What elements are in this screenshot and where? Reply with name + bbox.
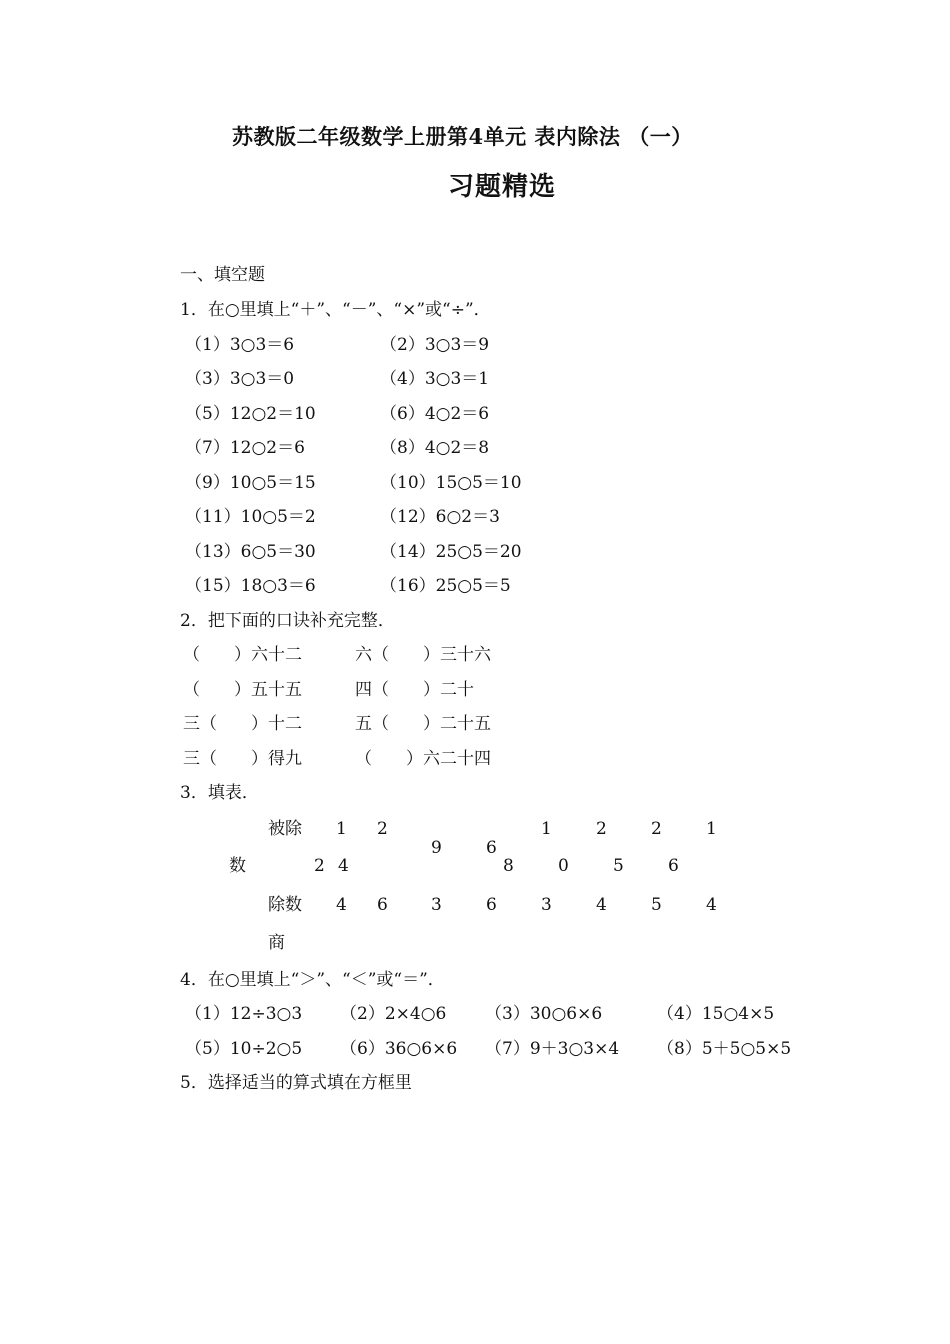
q2-item: 六（ ）三十六 [355,645,491,665]
table-cell: 1 [336,819,347,839]
q2-item: 四（ ）二十 [355,680,474,700]
q1-item: （5）12○2＝10 [185,404,316,424]
q2-item: 五（ ）二十五 [355,714,491,734]
table-cell: 5 [651,895,662,915]
question-1-prompt: 1．在○里填上“＋”、“－”、“×”或“÷”． [180,300,491,320]
q1-item: （12）6○2＝3 [380,507,500,527]
q2-item: （ ）六二十四 [355,749,491,769]
q4-item: （8）5＋5○5×5 [657,1039,792,1059]
table-cell: 2 [596,819,607,839]
q4-item: （4）15○4×5 [657,1004,775,1024]
row-label-dividend: 被除 [268,819,302,839]
q2-item: 三（ ）十二 [183,714,302,734]
table-cell: 6 [668,856,679,876]
table-cell: 2 [314,856,325,876]
question-5-prompt: 5．选择适当的算式填在方框里 [180,1073,412,1093]
q2-item: （ ）五十五 [183,680,302,700]
q4-item: （3）30○6×6 [485,1004,603,1024]
table-cell: 4 [338,856,349,876]
table-cell: 4 [596,895,607,915]
q1-item: （8）4○2＝8 [380,438,490,458]
q2-item: 三（ ）得九 [183,749,302,769]
table-cell: 8 [503,856,514,876]
q4-item: （2）2×4○6 [340,1004,447,1024]
q1-item: （9）10○5＝15 [185,473,316,493]
row-label-dividend-cont: 数 [229,856,246,876]
table-cell: 2 [651,819,662,839]
table-cell: 5 [613,856,624,876]
row-label-divisor: 除数 [268,895,302,915]
q1-item: （7）12○2＝6 [185,438,305,458]
table-cell: 6 [486,895,497,915]
table-cell: 2 [377,819,388,839]
document-subtitle: 习题精选 [448,172,557,202]
q1-item: （6）4○2＝6 [380,404,490,424]
q1-item: （11）10○5＝2 [185,507,316,527]
q1-item: （14）25○5＝20 [380,542,522,562]
q1-item: （3）3○3＝0 [185,369,295,389]
table-cell: 6 [486,838,497,858]
table-cell: 0 [558,856,569,876]
q4-item: （5）10÷2○5 [185,1039,303,1059]
table-cell: 9 [431,838,442,858]
q1-item: （4）3○3＝1 [380,369,490,389]
table-cell: 6 [377,895,388,915]
table-cell: 4 [706,895,717,915]
q1-item: （2）3○3＝9 [380,335,490,355]
section-heading: 一、填空题 [180,265,265,285]
q1-item: （10）15○5＝10 [380,473,522,493]
table-cell: 3 [541,895,552,915]
question-4-prompt: 4．在○里填上“＞”、“＜”或“＝”． [180,970,445,990]
table-cell: 3 [431,895,442,915]
q1-item: （16）25○5＝5 [380,576,511,596]
q1-item: （15）18○3＝6 [185,576,316,596]
q2-item: （ ）六十二 [183,645,302,665]
question-2-prompt: 2．把下面的口诀补充完整． [180,611,395,631]
q1-item: （1）3○3＝6 [185,335,295,355]
table-cell: 1 [706,819,717,839]
q4-item: （1）12÷3○3 [185,1004,303,1024]
row-label-quotient: 商 [268,933,285,953]
q4-item: （6）36○6×6 [340,1039,458,1059]
question-3-prompt: 3．填表． [180,783,259,803]
q1-item: （13）6○5＝30 [185,542,316,562]
document-title: 苏教版二年级数学上册第4单元 表内除法 （一） [232,124,693,149]
table-cell: 1 [541,819,552,839]
q4-item: （7）9＋3○3×4 [485,1039,620,1059]
table-cell: 4 [336,895,347,915]
